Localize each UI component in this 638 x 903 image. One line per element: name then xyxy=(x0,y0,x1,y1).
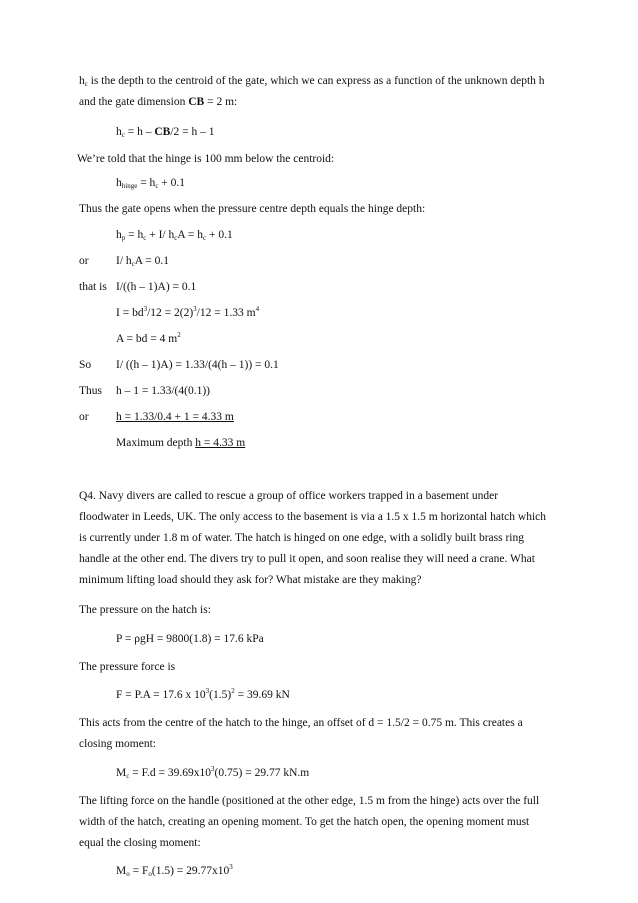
paragraph-lifting-line-1: The lifting force on the handle (positioned at the other edge, 1.5 m from the hinge) acts over the full xyxy=(79,795,540,807)
question-q4-line-4: handle at the other end. The divers try to pull it open, and soon realise they will need a crane. What xyxy=(79,553,535,565)
equation-hc xyxy=(116,125,215,139)
subscript: c xyxy=(126,772,130,780)
bold-cb: CB xyxy=(188,96,205,108)
text: A = h xyxy=(177,229,204,241)
subscript: c xyxy=(121,131,125,139)
text: = 39.69 kN xyxy=(234,689,290,701)
subscript: c xyxy=(143,234,147,242)
text: /12 = 2(2) xyxy=(147,307,194,319)
bold-cb: CB xyxy=(154,126,171,138)
paragraph-acts-line-1: This acts from the centre of the hatch to the hinge, an offset of d = 1.5/2 = 0.75 m. This creates a xyxy=(79,717,523,729)
label-or: or xyxy=(79,255,89,267)
paragraph-acts-line-2: closing moment: xyxy=(79,738,156,750)
text: (1.5) = 29.77x10 xyxy=(151,865,230,877)
equation-opening-moment xyxy=(116,864,233,878)
paragraph-centroid-definition xyxy=(79,74,545,88)
text: I = bd xyxy=(116,307,144,319)
text: F = P.A = 17.6 x 10 xyxy=(116,689,206,701)
question-q4-line-2: floodwater in Leeds, UK. The only access to the basement is via a 1.5 x 1.5 m horizontal hatch which xyxy=(79,511,547,523)
text: /2 = h – 1 xyxy=(170,126,215,138)
text: is the depth to the centroid of the gate, which we can express as a function of the unknown depth h xyxy=(87,75,545,87)
equation-second-moment xyxy=(116,306,259,320)
text: + 0.1 xyxy=(206,229,233,241)
symbol: h xyxy=(116,177,122,189)
label-thus: Thus xyxy=(79,385,102,397)
equation-thus: h – 1 = 1.33/(4(0.1)) xyxy=(116,385,210,397)
paragraph-centroid-definition-cont xyxy=(79,95,237,109)
paragraph-gate-opens: Thus the gate opens when the pressure centre depth equals the hinge depth: xyxy=(79,203,426,215)
symbol-h: h xyxy=(79,75,85,87)
question-q4-line-5: minimum lifting load should they ask for? What mistake are they making? xyxy=(79,574,422,586)
paragraph-pressure: The pressure on the hatch is: xyxy=(79,604,211,616)
text: = h xyxy=(137,177,156,189)
superscript: 3 xyxy=(211,765,215,773)
equation-hp xyxy=(116,228,233,242)
text: /12 = 1.33 m xyxy=(196,307,256,319)
equation-so: I/ ((h – 1)A) = 1.33/(4(h – 1)) = 0.1 xyxy=(116,359,279,371)
text: (0.75) = 29.77 kN.m xyxy=(214,767,310,779)
equation-or xyxy=(116,254,169,268)
subscript: c xyxy=(131,260,135,268)
equation-hinge xyxy=(116,176,185,190)
symbol: h xyxy=(116,229,122,241)
equation-force xyxy=(116,688,290,702)
subscript: p xyxy=(121,234,126,242)
text: = h – xyxy=(124,126,155,138)
text: + 0.1 xyxy=(158,177,186,189)
superscript: 3 xyxy=(143,305,148,313)
subscript: c xyxy=(84,80,88,88)
paragraph-hinge: We’re told that the hinge is 100 mm below the centroid: xyxy=(77,153,335,165)
text: A = bd = 4 m xyxy=(116,333,178,345)
superscript: 3 xyxy=(193,305,197,313)
text: I/ h xyxy=(116,255,132,267)
superscript: 4 xyxy=(255,305,260,313)
text: A = 0.1 xyxy=(134,255,170,267)
symbol: M xyxy=(116,865,127,877)
equation-that-is: I/((h – 1)A) = 0.1 xyxy=(116,281,197,293)
subscript: c xyxy=(155,182,159,190)
symbol: M xyxy=(116,767,127,779)
label-or-2: or xyxy=(79,411,89,423)
text: = F xyxy=(129,865,149,877)
question-q4-line-3: is currently under 1.8 m of water. The hatch is hinged on one edge, with a solidly built brass ring xyxy=(79,532,525,544)
superscript: 3 xyxy=(205,687,210,695)
paragraph-pressure-force: The pressure force is xyxy=(79,661,176,673)
superscript: 3 xyxy=(229,863,233,871)
paragraph-lifting-line-3: equal the closing moment: xyxy=(79,837,201,849)
label-so: So xyxy=(79,359,92,371)
question-q4-line-1: Q4. Navy divers are called to rescue a group of office workers trapped in a basement under xyxy=(79,490,499,502)
equation-result: h = 1.33/0.4 + 1 = 4.33 m xyxy=(116,411,234,423)
subscript: c xyxy=(203,234,207,242)
superscript: 2 xyxy=(177,331,181,339)
maximum-depth-value: h = 4.33 m xyxy=(195,437,246,449)
symbol: h xyxy=(116,126,122,138)
text: (1.5) xyxy=(209,689,232,701)
maximum-depth xyxy=(116,436,245,450)
subscript: c xyxy=(174,234,178,242)
equation-closing-moment xyxy=(116,766,309,780)
subscript: hinge xyxy=(121,182,138,190)
label-that-is: that is xyxy=(79,281,107,293)
subscript: o xyxy=(126,870,130,878)
text: Maximum depth xyxy=(116,437,196,449)
text: = 2 m: xyxy=(204,96,238,108)
subscript: o xyxy=(148,870,152,878)
paragraph-lifting-line-2: width of the hatch, creating an opening moment. To get the hatch open, the opening moment must xyxy=(79,816,530,828)
equation-pressure: P = ρgH = 9800(1.8) = 17.6 kPa xyxy=(116,633,264,645)
text: = h xyxy=(125,229,144,241)
text: = F.d = 39.69x10 xyxy=(129,767,212,779)
text: + I/ h xyxy=(146,229,175,241)
superscript: 2 xyxy=(231,687,235,695)
text: and the gate dimension xyxy=(79,96,189,108)
equation-area xyxy=(116,332,181,346)
